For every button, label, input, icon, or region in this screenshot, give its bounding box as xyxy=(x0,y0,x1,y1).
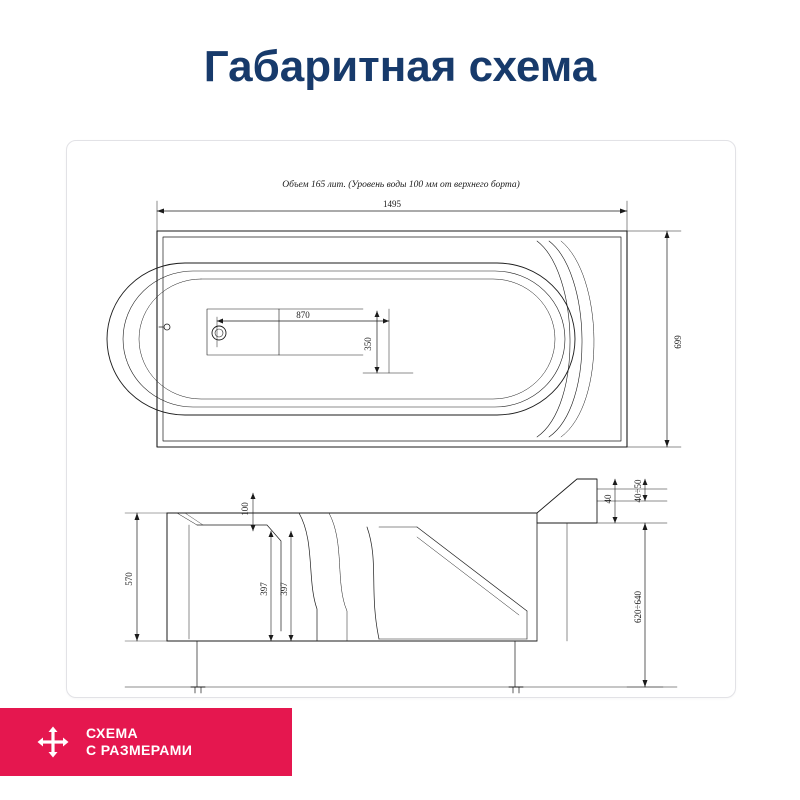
dim-flange-range: 40÷50 xyxy=(633,479,643,503)
dim-inner-length: 870 xyxy=(296,310,310,320)
dim-side-total-height: 570 xyxy=(124,572,134,586)
technical-drawing-card xyxy=(66,140,736,698)
badge-line-1: СХЕМА xyxy=(86,725,139,741)
schema-badge xyxy=(0,708,292,776)
dim-top-width: 1495 xyxy=(383,199,401,209)
bathtub-technical-drawing xyxy=(67,141,735,697)
page-title: Габаритная схема xyxy=(203,42,597,91)
dim-leg-height-range: 620÷640 xyxy=(633,591,643,623)
badge-text-block xyxy=(86,725,192,759)
badge-line-2: С РАЗМЕРАМИ xyxy=(86,742,193,758)
move-arrows-icon xyxy=(36,725,70,759)
dim-inner-depth: 397 xyxy=(259,582,269,596)
dim-inner-depth-2: 397 xyxy=(279,582,289,596)
volume-note: Объем 165 лит. (Уровень воды 100 мм от верхнего борта) xyxy=(282,180,520,190)
dim-inner-width: 350 xyxy=(363,337,373,351)
dim-side-rim: 100 xyxy=(240,502,250,516)
dim-top-height: 699 xyxy=(673,335,683,349)
dim-flange-height: 40 xyxy=(603,494,613,504)
